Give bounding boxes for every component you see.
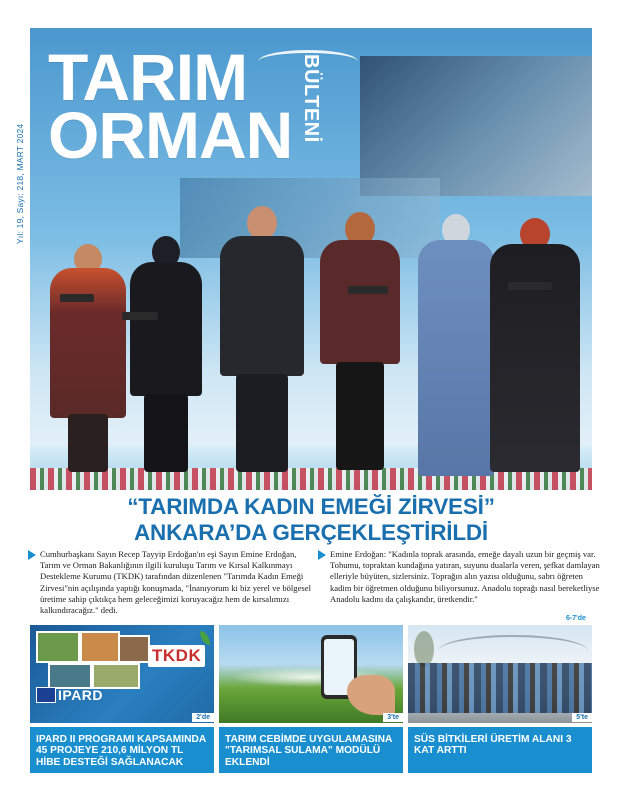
news-card-ipard[interactable]	[30, 625, 214, 773]
person-5	[418, 214, 494, 476]
masthead-logo	[48, 40, 368, 172]
collage-tile	[48, 663, 92, 689]
news-card-caption: TARIM CEBİMDE UYGULAMASINA "TARIMSAL SULAMA" MODÜLÜ EKLENDİ	[219, 727, 403, 773]
news-card-page-ref: 2'de	[192, 713, 214, 722]
eu-flag-icon	[36, 687, 56, 703]
news-card-caption: IPARD II PROGRAMI KAPSAMINDA 45 PROJEYE 210,6 MİLYON TL HİBE DESTEĞİ SAĞLANACAK	[30, 727, 214, 773]
masthead-word-bulteni	[300, 54, 346, 164]
person-3	[220, 206, 304, 476]
award-plaque-1	[60, 294, 94, 302]
person-1	[50, 244, 126, 476]
award-plaque-2	[122, 312, 158, 320]
ipard-logo: IPARD	[58, 687, 104, 703]
award-plaque-3	[348, 286, 388, 294]
issue-info	[4, 44, 25, 244]
article-column-2-text: Emine Erdoğan: "Kadınla toprak arasında, emeğe dayalı uzun bir geçmiş var. Tohumu, topraktan kundağına yatıran, suyunu dualarla veren, şefkat damlayan elleriyle büyüten, sizlersiniz. Toprağın alın yazısı olduğunu, sabrı öğreten kadim bir öğretmen olduğunu biliyorsunuz. Anadolu toprağı nasıl bereketliyse Anadolu kadını da çalışkandır, üretkendir."	[330, 549, 600, 604]
headline-line-1: “TARIMDA KADIN EMEĞİ ZİRVESİ”	[127, 494, 495, 519]
news-card-page-ref: 3'te	[383, 713, 403, 722]
person-2	[130, 236, 202, 476]
person-4	[320, 212, 400, 476]
headline-line-2: ANKARA’DA GERÇEKLEŞTİRİLDİ	[134, 520, 488, 545]
masthead-bulteni-text: BÜLTENİ	[300, 54, 322, 143]
leaf-icon	[200, 631, 210, 645]
news-card-sus-bitkileri-image	[408, 625, 592, 723]
collage-tile	[118, 635, 150, 663]
collage-tile	[92, 663, 140, 689]
arrow-bullet-icon	[318, 550, 326, 560]
hand-shape	[347, 675, 395, 715]
news-card-page-ref: 5'te	[572, 713, 592, 722]
group-photo-crowd	[408, 663, 592, 713]
news-card-ipard-image	[30, 625, 214, 723]
news-card-sus-bitkileri[interactable]	[408, 625, 592, 773]
news-card-tarim-cebimde-image	[219, 625, 403, 723]
background-collage	[180, 178, 440, 258]
article-column-1	[40, 549, 316, 616]
collage-tile	[36, 631, 80, 663]
main-headline	[30, 494, 592, 546]
award-plaque-4	[508, 282, 552, 290]
farmer-photo-collage	[360, 56, 592, 196]
issue-info-text: Yıl: 19, Sayı: 218, MART 2024	[15, 123, 25, 244]
tkdk-logo: TKDK	[148, 645, 205, 667]
person-6	[490, 218, 580, 476]
arrow-bullet-icon	[28, 550, 36, 560]
collage-tile	[80, 631, 120, 663]
article-page-ref[interactable]: 6-7'de	[566, 615, 586, 622]
article-column-2	[330, 549, 606, 605]
news-card-tarim-cebimde[interactable]	[219, 625, 403, 773]
news-card-caption: SÜS BİTKİLERİ ÜRETİM ALANI 3 KAT ARTTI	[408, 727, 592, 773]
tree-shape	[414, 631, 434, 667]
masthead-word-orman: ORMAN	[48, 98, 293, 172]
article-column-1-text: Cumhurbaşkanı Sayın Recep Tayyip Erdoğan'ın eşi Sayın Emine Erdoğan, Tarım ve Orman Bakanlığının ilgili kuruluşu Tarım ve Kırsal Kalkınmayı Destekleme Kurumu (TKDK) tarafından düzenlenen "Tarımda Kadın Emeği Zirvesi"nin açılışında yaptığı konuşmada, "İnanıyorum ki biz yerel ve bölgesel üretime sahip çıktıkça hem geleceğimizi koruyacağız hem de kırsalımızı kalkındıracağız." dedi.	[40, 549, 311, 616]
cover-photo	[30, 28, 592, 490]
masthead-word-tarim: TARIM	[48, 40, 248, 114]
